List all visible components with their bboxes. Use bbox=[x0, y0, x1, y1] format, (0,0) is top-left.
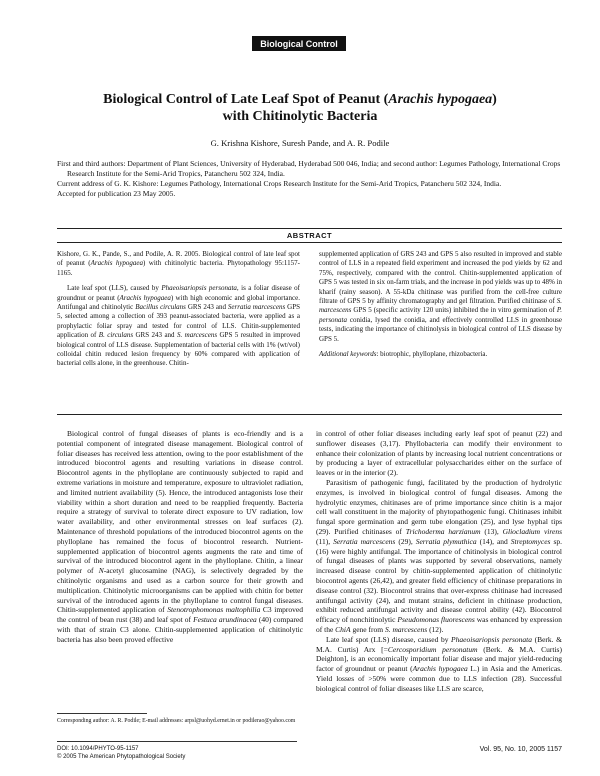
corresponding-author: Corresponding author: A. R. Podile; E-mail addresses: arpsl@uohyd.ernet.in or podilerao@yahoo.com bbox=[57, 718, 296, 724]
abstract-top-rule bbox=[57, 228, 562, 229]
footnote-rule bbox=[57, 713, 147, 714]
abstract-heading-rule bbox=[57, 242, 562, 243]
doi: DOI: 10.1094/PHYTO-95-1157 bbox=[57, 746, 139, 752]
copyright: © 2005 The American Phytopathological Society bbox=[57, 754, 186, 760]
doi-block bbox=[57, 745, 297, 761]
body-paragraph: Late leaf spot (LLS) disease, caused by Phaeoisariopsis personata (Berk. & M.A. Curtis) Arx [=Cercosporidium personatum (Berk. & M.A. Curtis) Deighton], is an economically important foliar disease and major yield-reducing factor of groundnut or peanut (Arachis hypogaea L.) in Asia and the Americas. Yield losses of >50% were common due to LLS infection (28). Successful biological control of foliar diseases like LLS are scarce, bbox=[316, 634, 562, 693]
section-tag: Biological Control bbox=[252, 36, 346, 51]
article-title: Biological Control of Late Leaf Spot of Peanut (Arachis hypogaea) with Chitinolytic Bacteria bbox=[103, 92, 497, 124]
abstract-left-column bbox=[57, 250, 300, 369]
affiliations bbox=[57, 159, 562, 199]
abstract-heading: ABSTRACT bbox=[286, 231, 333, 240]
authors: G. Krishna Kishore, Suresh Pande, and A. R. Podile bbox=[210, 138, 390, 148]
body-paragraph: Parasitism of pathogenic fungi, facilitated by the production of hydrolytic enzymes, is involved in biological control of fungal diseases. Among the hydrolytic enzymes, chitinases are of prime importance since chitin is a major cell wall constituent in the majority of phytopathogenic fungi. Chitinases inhibit fungal spore germination and germ tube elongation (25), and lyse hyphal tips (29). Purified chitinases of Trichoderma harzianum (13), Gliocladium virens (11), Serratia marcescens (29), Serratia plymuthica (14), and Streptomyces sp. (16) were highly antifungal. The importance of chitinolysis in biological control of fungal diseases of plants was supported by several observations, namely increased disease control by chitin-supplemented application of chitinolytic biocontrol agents (26,42), and greater field efficiency of chitinase preparations in disease control (32). Biocontrol strains that over-express chitinase had increased antifungal activity (24), and mutant strains, deficient in chitinase production, exhibit reduced antifungal activity and disease control ability (42). Biocontrol efficacy of nonchitinolytic Pseudomonas fluorescens was enhanced by expression of the ChiA gene from S. marcescens (12). bbox=[316, 477, 563, 634]
body-paragraph: Biological control of fungal diseases of plants is eco-friendly and is a potential component of integrated disease management. Biological control of foliar diseases has received less attention, owing to the poor establishment of the introduced biocontrol agents and resulting variations in disease control. Biocontrol agents in the phylloplane are continuously subjected to rapid and extreme variations in moisture and temperature, exposure to ultraviolet radiation, and limited nutrient availability (5). Hence, the introduced antagonists lose their viability within a short duration and need to be reapplied frequently. Bacteria require a strategy of survival to tolerate direct exposure to UV radiation, low water availability, and other environmental stresses on leaf surfaces (2). Maintenance of threshold populations of the introduced biocontrol agents on the phylloplane has remained the focus of biocontrol research. Nutrient-supplemented application of biocontrol agents augments the rate and time of survival of the introduced biocontrol agent in the phylloplane. Chitin, a linear polymer of N-acetyl glucosamine (NAG), is selectively degraded by the chitinolytic organisms and used as a carbon source for their growth and multiplication. Chitinolytic microorganisms can be applied with chitin for better survival of the introduced agents in the phylloplane to control fungal diseases. Chitin-supplemented application of Stenotrophomonas maltophilia C3 improved the control of bean rust (38) and leaf spot of Festuca arundinacea (40) compared with that of strain C3 alone. Chitin-supplemented application of chitinolytic bacteria has also been proved effective bbox=[57, 429, 304, 644]
body-left-column bbox=[57, 429, 303, 645]
abstract-bottom-rule bbox=[57, 414, 562, 415]
accepted-date: Accepted for publication 23 May 2005. bbox=[57, 189, 176, 198]
affiliation-1: First and third authors: Department of Plant Sciences, University of Hyderabad, Hyderabad 500 046, India; and second author: Legumes Pathology, International Crops Research Institute for the Semi-Arid Tropics, Patancheru 502 324, India. bbox=[57, 159, 561, 178]
affiliation-2: Current address of G. K. Kishore: Legumes Pathology, International Crops Research Institute for the Semi-Arid Tropics, Patancheru 502 324, India. bbox=[57, 179, 502, 188]
body-right-column bbox=[316, 429, 562, 694]
keywords: Additional keywords: biotrophic, phylloplane, rhizobacteria. bbox=[319, 350, 488, 359]
body-paragraph: in control of other foliar diseases including early leaf spot of peanut (22) and sunflower diseases (3,17). Phyllobacteria can modify their environment to enhance their colonization of plants by increasing local nutrient concentrations or by producing a layer of extracellular polysaccharides either on the surface of leaves or in the interior (2). bbox=[316, 429, 562, 478]
citation: Kishore, G. K., Pande, S., and Podile, A. R. 2005. Biological control of late leaf spot of peanut (Arachis hypogaea) with chitinolytic bacteria. Phytopathology 95:1157-1165. bbox=[57, 250, 300, 277]
doi-rule bbox=[57, 741, 297, 742]
abstract-text-left: Late leaf spot (LLS), caused by Phaeoisariopsis personata, is a foliar disease of groundnut or peanut (Arachis hypogaea) with high economic and global importance. Antifungal and chitinolytic Bacillus circulans GRS 243 and Serratia marcescens GPS 5, selected among a collection of 393 peanut-associated bacteria, were applied as a prophylactic foliar spray and tested for control of LLS. Chitin-supplemented application of B. circulans GRS 243 and S. marcescens GPS 5 resulted in improved biological control of LLS disease. Supplementation of bacterial cells with 1% (wt/vol) colloidal chitin reduced lesion frequency by 60% compared with application of bacterial cells alone, in the greenhouse. Chitin- bbox=[57, 284, 301, 368]
abstract-text-right: supplemented application of GRS 243 and GPS 5 also resulted in improved and stable control of LLS in a repeated field experiment and increased the pod yields by 62 and 75%, respectively, compared with the control. Chitin-supplemented application of GPS 5 was tested in six on-farm trials, and the increase in pod yields was up to 48% in kharif (rainy season). A 55-kDa chitinase was purified from the cell-free culture filtrate of GPS 5 by affinity chromatography and gel filtration. Purified chitinase of S. marcescens GPS 5 (specific activity 120 units) inhibited the in vitro germination of P. personata conidia, lysed the conidia, and effectively controlled LLS in greenhouse tests, indicating the importance of chitinolysis in biological control of LLS disease by GPS 5. bbox=[319, 250, 562, 343]
page-info: Vol. 95, No. 10, 2005 1157 bbox=[479, 746, 562, 753]
abstract-right-column bbox=[319, 250, 562, 365]
